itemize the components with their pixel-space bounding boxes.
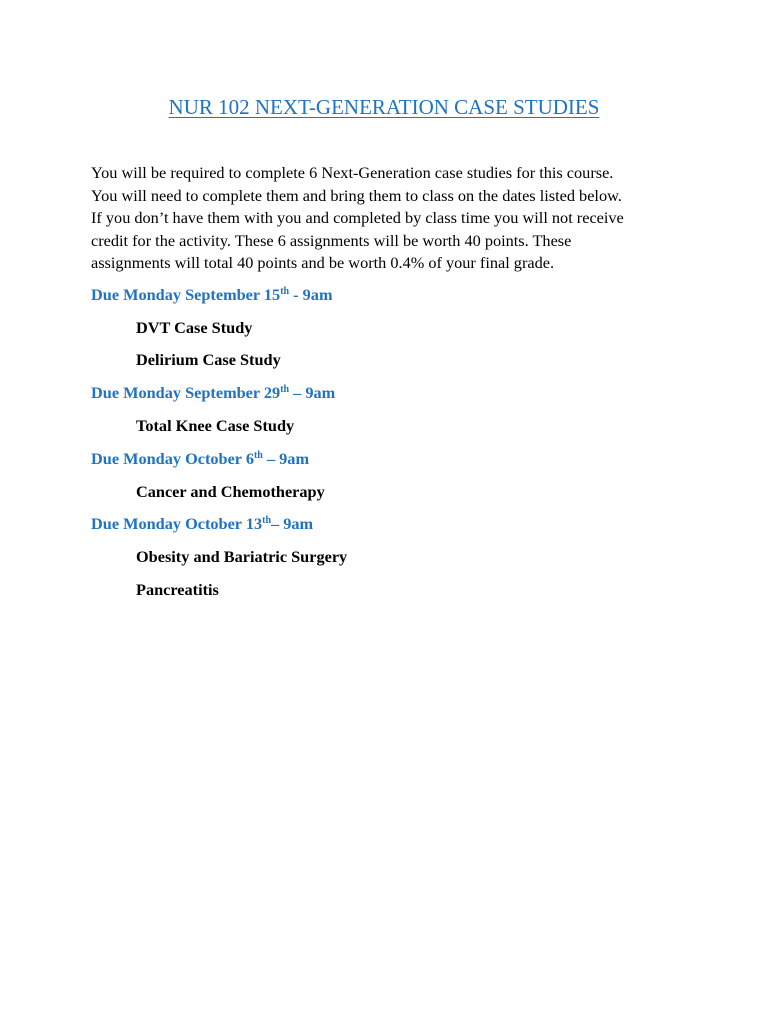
due-time: - 9am: [289, 285, 333, 304]
ordinal-suffix: th: [262, 515, 272, 526]
due-date-text: Due Monday September 29: [91, 383, 281, 402]
case-study-item: Obesity and Bariatric Surgery: [136, 547, 348, 566]
case-study-item: Total Knee Case Study: [136, 416, 295, 435]
intro-paragraph: [91, 162, 681, 275]
due-date-heading: [91, 284, 333, 306]
due-date-heading: [91, 382, 335, 404]
case-study-item: Cancer and Chemotherapy: [136, 482, 325, 501]
intro-line: You will need to complete them and bring them to class on the dates listed below.: [91, 185, 622, 205]
due-date-heading: [91, 513, 313, 535]
intro-line: assignments will total 40 points and be worth 0.4% of your final grade.: [91, 253, 555, 273]
document-title: NUR 102 NEXT-GENERATION CASE STUDIES: [168, 95, 600, 119]
due-time: – 9am: [289, 383, 336, 402]
intro-line: If you don’t have them with you and completed by class time you will not receive: [91, 208, 624, 228]
ordinal-suffix: th: [253, 450, 263, 461]
case-study-item: DVT Case Study: [136, 318, 253, 337]
due-date-heading: [91, 448, 309, 470]
ordinal-suffix: th: [280, 286, 290, 297]
case-study-item: Delirium Case Study: [136, 350, 281, 369]
ordinal-suffix: th: [280, 384, 290, 395]
case-study-item: Pancreatitis: [136, 580, 219, 599]
intro-line: credit for the activity. These 6 assignments will be worth 40 points. These: [91, 230, 572, 250]
due-time: – 9am: [262, 449, 309, 468]
due-time: – 9am: [271, 514, 314, 533]
due-date-text: Due Monday October 6: [91, 449, 254, 468]
due-date-text: Due Monday September 15: [91, 285, 281, 304]
intro-line: You will be required to complete 6 Next-Generation case studies for this course.: [91, 163, 614, 182]
due-date-text: Due Monday October 13: [91, 514, 263, 533]
